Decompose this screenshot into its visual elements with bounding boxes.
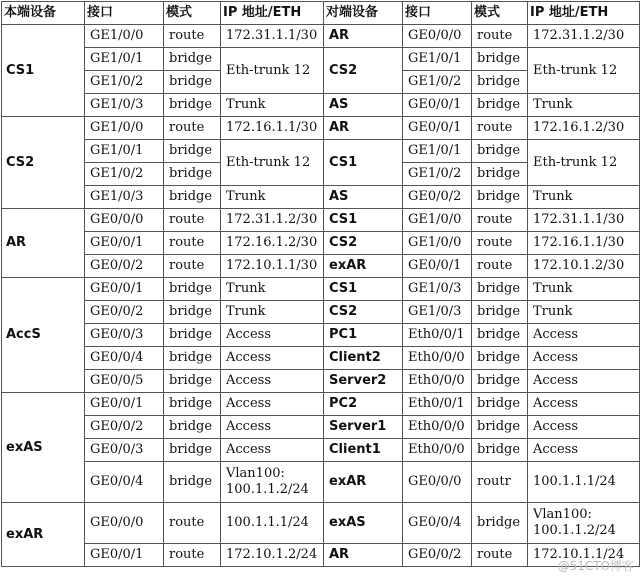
header-peer-mode: 模式 (472, 2, 528, 25)
local-mode-cell: route (164, 232, 221, 255)
peer-ip-cell: Trunk (528, 301, 640, 324)
peer-mode-cell: route (472, 25, 528, 48)
table-row (2, 439, 640, 462)
local-ip-cell: 172.10.1.2/24 (221, 544, 324, 567)
table-row (2, 301, 640, 324)
peer-ip-cell: Trunk (528, 94, 640, 117)
peer-mode-cell: route (472, 255, 528, 278)
peer-mode-cell: bridge (472, 140, 528, 163)
peer-mode-cell: bridge (472, 324, 528, 347)
peer-interface-cell: Eth0/0/0 (403, 416, 472, 439)
local-interface-cell: GE1/0/3 (85, 186, 164, 209)
local-ip-cell: 172.31.1.1/30 (221, 25, 324, 48)
local-mode-cell: bridge (164, 416, 221, 439)
peer-ip-cell: Trunk (528, 278, 640, 301)
peer-interface-cell: Eth0/0/1 (403, 393, 472, 416)
local-ip-cell: Eth-trunk 12 (221, 140, 324, 186)
peer-interface-cell: GE0/0/0 (403, 462, 472, 503)
local-interface-cell: GE0/0/0 (85, 209, 164, 232)
local-mode-cell: bridge (164, 71, 221, 94)
local-ip-cell: Access (221, 324, 324, 347)
table-row (2, 416, 640, 439)
local-interface-cell: GE0/0/0 (85, 503, 164, 544)
peer-interface-cell: GE1/0/3 (403, 301, 472, 324)
local-interface-cell: GE1/0/0 (85, 25, 164, 48)
header-peer-ip: IP 地址/ETH (528, 2, 640, 25)
peer-ip-cell: 172.31.1.1/30 (528, 209, 640, 232)
local-mode-cell: bridge (164, 393, 221, 416)
local-interface-cell: GE0/0/4 (85, 462, 164, 503)
peer-interface-cell: GE1/0/0 (403, 209, 472, 232)
peer-mode-cell: bridge (472, 393, 528, 416)
local-ip-cell: Access (221, 416, 324, 439)
peer-ip-cell: 172.10.1.1/24 (528, 544, 640, 567)
table-row (2, 255, 640, 278)
peer-ip-cell: Trunk (528, 186, 640, 209)
peer-interface-cell: GE0/0/4 (403, 503, 472, 544)
table-row (2, 544, 640, 567)
peer-interface-cell: GE1/0/0 (403, 232, 472, 255)
peer-mode-cell: bridge (472, 370, 528, 393)
peer-ip-cell: Access (528, 370, 640, 393)
peer-device-cell: CS2 (324, 301, 403, 324)
peer-mode-cell: bridge (472, 163, 528, 186)
peer-device-cell: CS2 (324, 232, 403, 255)
table-row (2, 140, 640, 163)
local-mode-cell: bridge (164, 439, 221, 462)
local-ip-cell: 172.16.1.2/30 (221, 232, 324, 255)
local-interface-cell: GE0/0/2 (85, 416, 164, 439)
local-mode-cell: route (164, 544, 221, 567)
peer-device-cell: AR (324, 117, 403, 140)
peer-device-cell: Client1 (324, 439, 403, 462)
peer-mode-cell: route (472, 232, 528, 255)
peer-ip-cell: Access (528, 393, 640, 416)
peer-interface-cell: GE1/0/2 (403, 163, 472, 186)
peer-device-cell: CS1 (324, 140, 403, 186)
local-mode-cell: bridge (164, 370, 221, 393)
peer-device-cell: AR (324, 544, 403, 567)
table-row (2, 232, 640, 255)
local-interface-cell: GE0/0/1 (85, 544, 164, 567)
interface-table (1, 1, 640, 567)
local-mode-cell: bridge (164, 163, 221, 186)
peer-mode-cell: bridge (472, 48, 528, 71)
local-interface-cell: GE0/0/4 (85, 347, 164, 370)
local-interface-cell: GE1/0/1 (85, 48, 164, 71)
peer-mode-cell: bridge (472, 347, 528, 370)
local-mode-cell: route (164, 503, 221, 544)
peer-mode-cell: bridge (472, 416, 528, 439)
peer-mode-cell: bridge (472, 71, 528, 94)
local-ip-cell: Vlan100: 100.1.1.2/24 (221, 462, 324, 503)
table-row (2, 186, 640, 209)
peer-ip-cell: Access (528, 416, 640, 439)
local-ip-cell: 172.16.1.1/30 (221, 117, 324, 140)
peer-mode-cell: bridge (472, 278, 528, 301)
header-local-ip: IP 地址/ETH (221, 2, 324, 25)
table-row (2, 347, 640, 370)
peer-device-cell: CS2 (324, 48, 403, 94)
peer-device-cell: Server1 (324, 416, 403, 439)
header-peer-device: 对端设备 (324, 2, 403, 25)
local-mode-cell: bridge (164, 301, 221, 324)
peer-interface-cell: GE0/0/1 (403, 255, 472, 278)
peer-device-cell: AS (324, 186, 403, 209)
local-ip-cell: Eth-trunk 12 (221, 48, 324, 94)
peer-device-cell: exAR (324, 255, 403, 278)
local-mode-cell: bridge (164, 48, 221, 71)
local-ip-cell: Access (221, 370, 324, 393)
local-interface-cell: GE0/0/1 (85, 393, 164, 416)
peer-mode-cell: route (472, 209, 528, 232)
table-row (2, 393, 640, 416)
header-local-device: 本端设备 (2, 2, 85, 25)
local-device-cell: AR (2, 209, 85, 278)
peer-interface-cell: GE1/0/3 (403, 278, 472, 301)
peer-device-cell: Server2 (324, 370, 403, 393)
header-row (2, 2, 640, 25)
local-ip-cell: 100.1.1.1/24 (221, 503, 324, 544)
peer-device-cell: AS (324, 94, 403, 117)
local-interface-cell: GE0/0/2 (85, 301, 164, 324)
peer-ip-cell: 172.16.1.1/30 (528, 232, 640, 255)
peer-mode-cell: routr (472, 462, 528, 503)
peer-interface-cell: GE0/0/1 (403, 94, 472, 117)
local-ip-cell: Trunk (221, 94, 324, 117)
local-interface-cell: GE0/0/3 (85, 439, 164, 462)
local-device-cell: CS1 (2, 25, 85, 117)
peer-mode-cell: bridge (472, 439, 528, 462)
watermark: @51CTO博客 (557, 559, 634, 573)
local-mode-cell: route (164, 117, 221, 140)
peer-device-cell: AR (324, 25, 403, 48)
table-row (2, 462, 640, 503)
peer-interface-cell: GE0/0/2 (403, 186, 472, 209)
local-interface-cell: GE0/0/5 (85, 370, 164, 393)
table-row (2, 370, 640, 393)
local-mode-cell: route (164, 25, 221, 48)
local-interface-cell: GE0/0/2 (85, 255, 164, 278)
peer-device-cell: CS1 (324, 278, 403, 301)
peer-device-cell: Client2 (324, 347, 403, 370)
peer-interface-cell: Eth0/0/0 (403, 347, 472, 370)
local-mode-cell: bridge (164, 347, 221, 370)
table-row (2, 94, 640, 117)
local-interface-cell: GE0/0/1 (85, 278, 164, 301)
local-interface-cell: GE1/0/2 (85, 71, 164, 94)
local-ip-cell: Trunk (221, 278, 324, 301)
peer-mode-cell: bridge (472, 94, 528, 117)
local-ip-cell: 172.10.1.1/30 (221, 255, 324, 278)
local-device-cell: exAR (2, 503, 85, 567)
peer-interface-cell: GE1/0/1 (403, 140, 472, 163)
peer-interface-cell: GE0/0/2 (403, 544, 472, 567)
local-mode-cell: bridge (164, 324, 221, 347)
peer-ip-cell: Access (528, 324, 640, 347)
peer-mode-cell: route (472, 544, 528, 567)
header-local-interface: 接口 (85, 2, 164, 25)
header-peer-interface: 接口 (403, 2, 472, 25)
local-device-cell: exAS (2, 393, 85, 503)
peer-ip-cell: 172.10.1.2/30 (528, 255, 640, 278)
peer-mode-cell: route (472, 117, 528, 140)
local-interface-cell: GE1/0/0 (85, 117, 164, 140)
peer-interface-cell: GE1/0/2 (403, 71, 472, 94)
peer-device-cell: PC1 (324, 324, 403, 347)
peer-ip-cell: 100.1.1.1/24 (528, 462, 640, 503)
table-body (2, 25, 640, 567)
peer-mode-cell: bridge (472, 301, 528, 324)
peer-device-cell: exAS (324, 503, 403, 544)
local-mode-cell: bridge (164, 140, 221, 163)
local-mode-cell: route (164, 209, 221, 232)
peer-interface-cell: GE0/0/0 (403, 25, 472, 48)
local-interface-cell: GE1/0/3 (85, 94, 164, 117)
local-ip-cell: Trunk (221, 301, 324, 324)
local-device-cell: AccS (2, 278, 85, 393)
header-local-mode: 模式 (164, 2, 221, 25)
table-row (2, 117, 640, 140)
local-ip-cell: Access (221, 393, 324, 416)
peer-device-cell: exAR (324, 462, 403, 503)
peer-mode-cell: bridge (472, 186, 528, 209)
table-row (2, 209, 640, 232)
local-device-cell: CS2 (2, 117, 85, 209)
peer-interface-cell: Eth0/0/0 (403, 439, 472, 462)
table-row (2, 278, 640, 301)
table-row (2, 48, 640, 71)
peer-ip-cell: Eth-trunk 12 (528, 140, 640, 186)
peer-ip-cell: Eth-trunk 12 (528, 48, 640, 94)
peer-ip-cell: 172.16.1.2/30 (528, 117, 640, 140)
peer-interface-cell: Eth0/0/1 (403, 324, 472, 347)
peer-ip-cell: Access (528, 439, 640, 462)
peer-interface-cell: GE1/0/1 (403, 48, 472, 71)
local-mode-cell: bridge (164, 462, 221, 503)
table-row (2, 25, 640, 48)
local-interface-cell: GE0/0/3 (85, 324, 164, 347)
local-ip-cell: Access (221, 347, 324, 370)
local-mode-cell: bridge (164, 278, 221, 301)
local-mode-cell: bridge (164, 94, 221, 117)
local-mode-cell: route (164, 255, 221, 278)
peer-device-cell: PC2 (324, 393, 403, 416)
table-row (2, 503, 640, 544)
local-mode-cell: bridge (164, 186, 221, 209)
table-row (2, 324, 640, 347)
peer-ip-cell: Vlan100: 100.1.1.2/24 (528, 503, 640, 544)
local-ip-cell: Access (221, 439, 324, 462)
peer-interface-cell: Eth0/0/0 (403, 370, 472, 393)
peer-mode-cell: bridge (472, 503, 528, 544)
peer-ip-cell: 172.31.1.2/30 (528, 25, 640, 48)
local-ip-cell: Trunk (221, 186, 324, 209)
local-ip-cell: 172.31.1.2/30 (221, 209, 324, 232)
local-interface-cell: GE1/0/2 (85, 163, 164, 186)
interface-table-container (1, 1, 640, 567)
peer-interface-cell: GE0/0/1 (403, 117, 472, 140)
peer-device-cell: CS1 (324, 209, 403, 232)
local-interface-cell: GE0/0/1 (85, 232, 164, 255)
local-interface-cell: GE1/0/1 (85, 140, 164, 163)
peer-ip-cell: Access (528, 347, 640, 370)
